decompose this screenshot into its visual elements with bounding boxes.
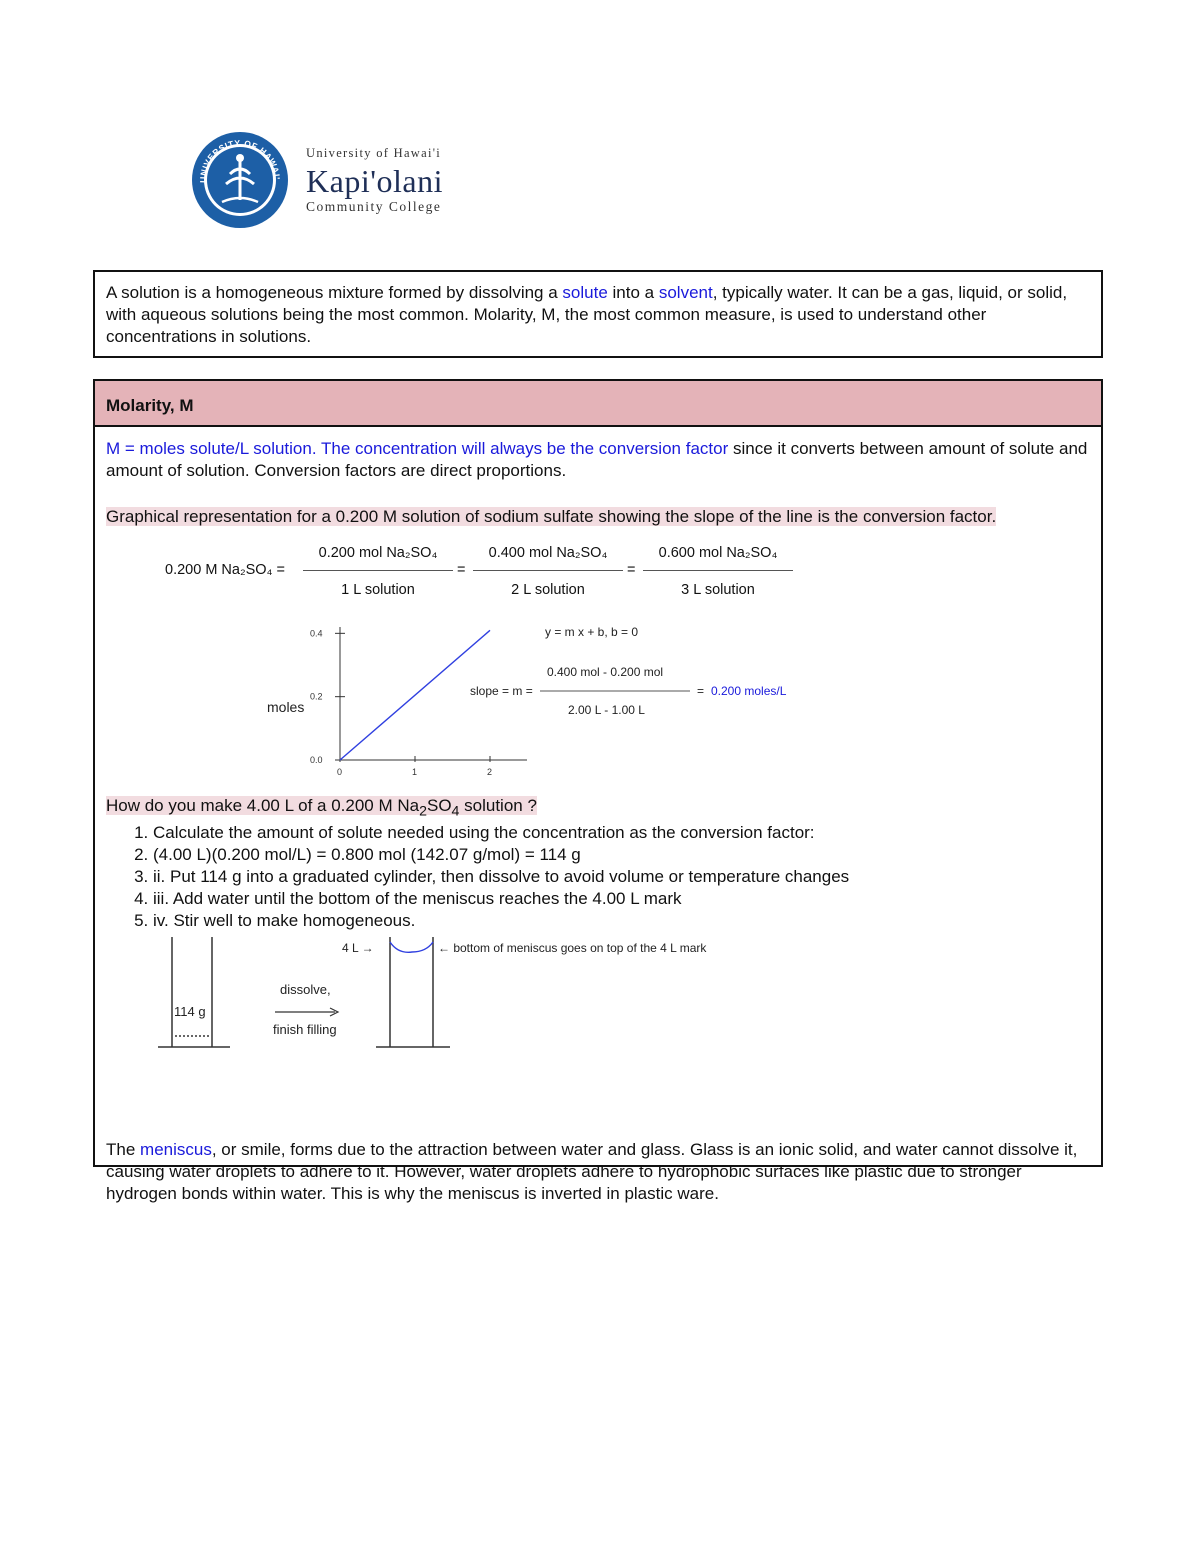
subscript-4: 4	[451, 803, 460, 820]
molarity-definition	[106, 438, 1090, 482]
fraction-2-denominator: 2 L solution	[511, 582, 585, 598]
meniscus-term: meniscus	[140, 1140, 212, 1159]
intro-text-2: into a	[607, 283, 659, 302]
slope-equals: =	[697, 684, 705, 698]
molarity-definition-highlight: M = moles solute/L solution. The concentration will always be the conversion factor	[106, 439, 729, 458]
graph-caption	[106, 506, 1090, 528]
line-equation: y = m x + b, b = 0	[545, 625, 639, 639]
step-item: 3. ii. Put 114 g into a graduated cylinder, then dissolve to avoid volume or temperature changes	[153, 866, 1086, 888]
step-item: 4. iii. Add water until the bottom of the meniscus reaches the 4.00 L mark	[153, 888, 1086, 910]
equation-lhs: 0.200 M Na₂SO₄ =	[165, 562, 285, 578]
slope-numerator: 0.400 mol - 0.200 mol	[547, 665, 664, 679]
college-logo	[190, 130, 520, 240]
svg-text:UNIVERSITY OF HAWAI'I: UNIVERSITY OF HAWAI'	[197, 137, 283, 183]
college-type: Community College	[306, 199, 442, 214]
intro-text-3: , typically water. It can be a gas, liquid, or solid, with aqueous solutions being the most common. Molarity, M, the most common measure, is used to understand other concentrations in solutions.	[106, 283, 1068, 346]
x-tick-label: 0	[337, 767, 343, 777]
howto-question-text: How do you make 4.00 L of a 0.200 M Na	[106, 796, 420, 815]
fraction-1	[303, 542, 453, 601]
step-item: 5. iv. Stir well to make homogeneous.	[153, 910, 1086, 932]
molarity-definition-rest: since it converts between amount of solute and amount of solution. Conversion factors are direct proportions.	[106, 439, 1088, 480]
intro-box	[93, 270, 1103, 358]
fraction-1-denominator: 1 L solution	[341, 582, 415, 598]
howto-sulfate: SO	[426, 796, 452, 815]
step-item: 1. Calculate the amount of solute needed using the concentration as the conversion factor:	[153, 822, 1086, 844]
cylinder-diagram	[150, 932, 850, 1062]
molarity-header: Molarity, M	[95, 381, 1101, 427]
meniscus-curve	[390, 942, 433, 952]
solute-term: solute	[562, 283, 608, 302]
equals-sign-2: =	[627, 562, 636, 578]
molarity-box	[93, 379, 1103, 1203]
finish-filling-label: finish filling	[273, 1022, 337, 1037]
college-name: Kapi'olani	[306, 163, 443, 199]
howto-question	[106, 795, 1086, 822]
solvent-term: solvent	[658, 283, 713, 302]
slope-result: 0.200 moles/L	[711, 684, 787, 698]
step-item: 2. (4.00 L)(0.200 mol/L) = 0.800 mol (142.07 g/mol) = 114 g	[153, 844, 1086, 866]
university-name: University of Hawai'i	[306, 146, 442, 160]
fraction-3	[643, 542, 793, 601]
y-tick-label: 0.2	[310, 691, 323, 702]
graph-caption-text: Graphical representation for a 0.200 M solution of sodium sulfate showing the slope of the line is the conversion factor.	[106, 507, 997, 526]
meniscus-text-2: , or smile, forms due to the attraction between water and glass. Glass is an ionic solid, and water cannot dissolve it, causing water droplets to adhere to it. However, water droplets adhere to hydrophobic surfaces like plastic due to stronger hydrogen bonds within water. This is why the meniscus is inverted in plastic ware.	[106, 1140, 1078, 1203]
meniscus-text-1: The	[106, 1140, 141, 1159]
fraction-1-numerator: 0.200 mol Na₂SO₄	[303, 542, 453, 571]
college-wordmark	[306, 146, 516, 215]
molarity-body	[95, 427, 1101, 1203]
university-seal-icon	[190, 130, 290, 230]
mark-label: 4 L →	[342, 941, 374, 955]
solute-mass-label: 114 g	[174, 1004, 206, 1019]
fraction-2	[473, 542, 623, 601]
intro-text	[106, 282, 1090, 348]
x-tick-label: 2	[487, 767, 493, 777]
howto-section	[106, 795, 1086, 932]
slope-denominator: 2.00 L - 1.00 L	[568, 703, 645, 717]
y-axis-label: moles	[267, 699, 305, 715]
meniscus-paragraph	[106, 1139, 1086, 1205]
y-tick-label: 0.4	[310, 628, 323, 639]
mark-note: ← bottom of meniscus goes on top of the 4 L mark	[438, 941, 707, 955]
y-tick-label: 0.0	[310, 755, 323, 765]
equals-sign-1: =	[457, 562, 466, 578]
x-tick-label: 1	[412, 767, 418, 777]
slope-label: slope = m =	[470, 684, 533, 698]
molarity-chart	[255, 617, 815, 787]
cylinder-with-solute	[158, 937, 230, 1047]
intro-text-1: A solution is a homogeneous mixture formed by dissolving a	[106, 283, 563, 302]
filled-cylinder	[342, 937, 707, 1047]
dissolve-label: dissolve,	[280, 982, 331, 997]
subscript-2: 2	[419, 803, 427, 820]
fraction-2-numerator: 0.400 mol Na₂SO₄	[473, 542, 623, 571]
data-series-line	[340, 630, 490, 760]
fraction-3-denominator: 3 L solution	[681, 582, 755, 598]
fraction-3-numerator: 0.600 mol Na₂SO₄	[643, 542, 793, 571]
steps-list	[106, 822, 1086, 932]
dissolve-arrow	[273, 982, 338, 1037]
conversion-equation	[165, 542, 885, 602]
howto-question-end: solution ?	[459, 796, 537, 815]
